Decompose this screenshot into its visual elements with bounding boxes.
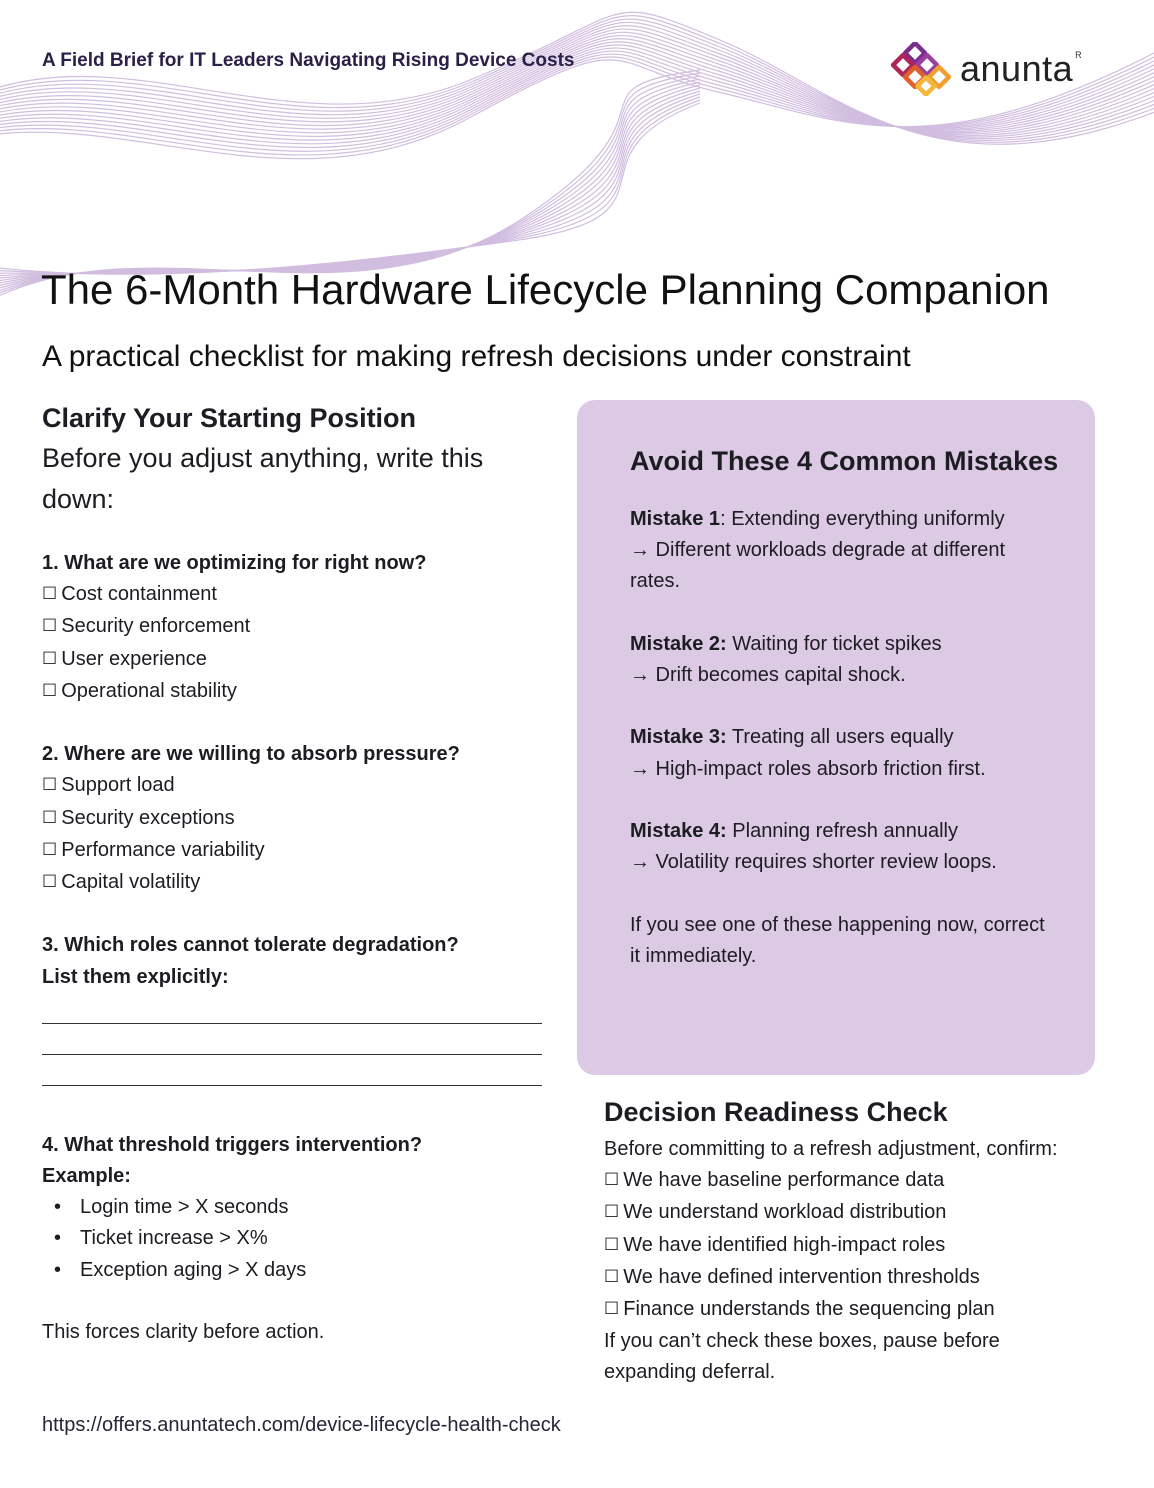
question-2: 2. Where are we willing to absorb pressure? [42,743,460,766]
checkbox-icon[interactable]: ☐ [42,872,58,893]
callout-heading: Avoid These 4 Common Mistakes [630,446,1059,476]
example-item: • Ticket increase > X% [80,1223,552,1254]
option-label: Cost containment [61,583,217,606]
mistake-item [630,629,1060,691]
mistake-text: Treating all users equally [731,726,954,749]
decision-intro: Before committing to a refresh adjustment, confirm: [604,1138,1058,1160]
decision-heading: Decision Readiness Check [604,1097,948,1127]
readiness-item[interactable] [604,1165,1144,1197]
option-label: Support load [61,774,175,797]
mistake-item: Mistake 1: Extending everything uniformly → Different workloads degrade at different rates. [630,504,1060,598]
q1-option[interactable] [42,676,552,708]
field-brief-tagline: A Field Brief for IT Leaders Navigating Rising Device Costs [42,50,575,71]
checkbox-icon[interactable]: ☐ [42,584,58,605]
checkbox-icon[interactable]: ☐ [42,680,58,701]
readiness-label: We understand workload distribution [623,1201,947,1224]
option-label: User experience [61,647,207,670]
registered-mark: R [1075,50,1082,60]
checkbox-icon[interactable]: ☐ [604,1170,620,1191]
readiness-label: We have defined intervention thresholds [623,1265,980,1288]
option-label: Performance variability [61,838,265,861]
q2-option[interactable] [42,803,552,835]
readiness-label: We have baseline performance data [623,1169,945,1192]
question-4: 4. What threshold triggers intervention? [42,1133,423,1156]
checkbox-icon[interactable]: ☐ [42,775,58,796]
readiness-label: We have identified high-impact roles [623,1233,946,1256]
wave-line [0,97,700,273]
example-item: • Login time > X seconds [80,1192,552,1223]
mistake-consequence: → Different workloads degrade at different rates. [630,539,1006,593]
mistake-item [630,816,1060,878]
readiness-item[interactable] [604,1230,1144,1262]
option-label: Security exceptions [61,806,235,829]
page-title: The 6-Month Hardware Lifecycle Planning Companion [41,266,1050,313]
q2-option[interactable] [42,770,552,802]
mistake-item [630,722,1060,784]
checkbox-icon[interactable]: ☐ [42,616,58,637]
example-label: Example: [42,1165,131,1188]
health-check-link[interactable]: https://offers.anuntatech.com/device-lifecycle-health-check [42,1414,561,1436]
checkbox-icon[interactable]: ☐ [604,1202,620,1223]
closing-note: This forces clarity before action. [42,1321,325,1344]
wave-line [0,85,700,285]
mistake-text: Extending everything uniformly [731,508,1005,530]
write-in-line[interactable] [42,1024,542,1055]
checkbox-icon[interactable]: ☐ [604,1266,620,1287]
checkbox-icon[interactable]: ☐ [42,648,58,669]
question-3-instruction: List them explicitly: [42,965,229,988]
readiness-label: Finance understands the sequencing plan [623,1298,995,1321]
logo-wordmark: anunta [960,48,1074,89]
mistake-label: Mistake 3: [630,726,727,749]
q2-option[interactable] [42,867,552,899]
q1-option[interactable] [42,611,552,643]
anunta-logo [886,42,1082,96]
question-1: 1. What are we optimizing for right now? [42,552,427,574]
question-3: 3. Which roles cannot tolerate degradation? [42,934,459,957]
mistake-label: Mistake 4: [630,819,727,842]
common-mistakes-callout [577,400,1095,1075]
knot-logo-icon [886,42,954,96]
mistake-consequence: → High-impact roles absorb friction first. [630,757,986,780]
mistake-consequence: → Volatility requires shorter review loops. [630,851,997,874]
section-intro: Before you adjust anything, write this down: [42,443,484,514]
mistake-label: Mistake 2: [630,632,727,655]
example-list [42,1192,552,1286]
mistake-text: Planning refresh annually [732,819,958,842]
section-heading: Clarify Your Starting Position [42,403,417,433]
option-label: Capital volatility [61,871,201,894]
checkbox-icon[interactable]: ☐ [604,1234,620,1255]
mistake-label: Mistake 1 [630,508,721,530]
starting-position-section [42,400,552,1348]
wave-line [0,91,700,279]
page-subtitle: A practical checklist for making refresh decisions under constraint [42,340,911,373]
checkbox-icon[interactable]: ☐ [42,839,58,860]
decision-readiness-section [604,1094,1144,1389]
option-label: Operational stability [61,679,237,702]
decision-closing: If you can’t check these boxes, pause before expanding deferral. [604,1330,1000,1384]
checkbox-icon[interactable]: ☐ [604,1299,620,1320]
q2-option[interactable] [42,835,552,867]
mistake-text: Waiting for ticket spikes [732,632,942,655]
readiness-item[interactable] [604,1262,1144,1294]
readiness-item[interactable] [604,1294,1144,1326]
q1-option[interactable] [42,579,552,611]
readiness-item[interactable] [604,1197,1144,1229]
callout-closing: If you see one of these happening now, correct it immediately. [630,913,1045,967]
option-label: Security enforcement [61,615,251,638]
checkbox-icon[interactable]: ☐ [42,807,58,828]
example-item: • Exception aging > X days [80,1255,552,1286]
q1-option[interactable] [42,644,552,676]
write-in-line[interactable] [42,993,542,1024]
mistake-consequence: → Drift becomes capital shock. [630,664,906,686]
write-in-line[interactable] [42,1055,542,1086]
